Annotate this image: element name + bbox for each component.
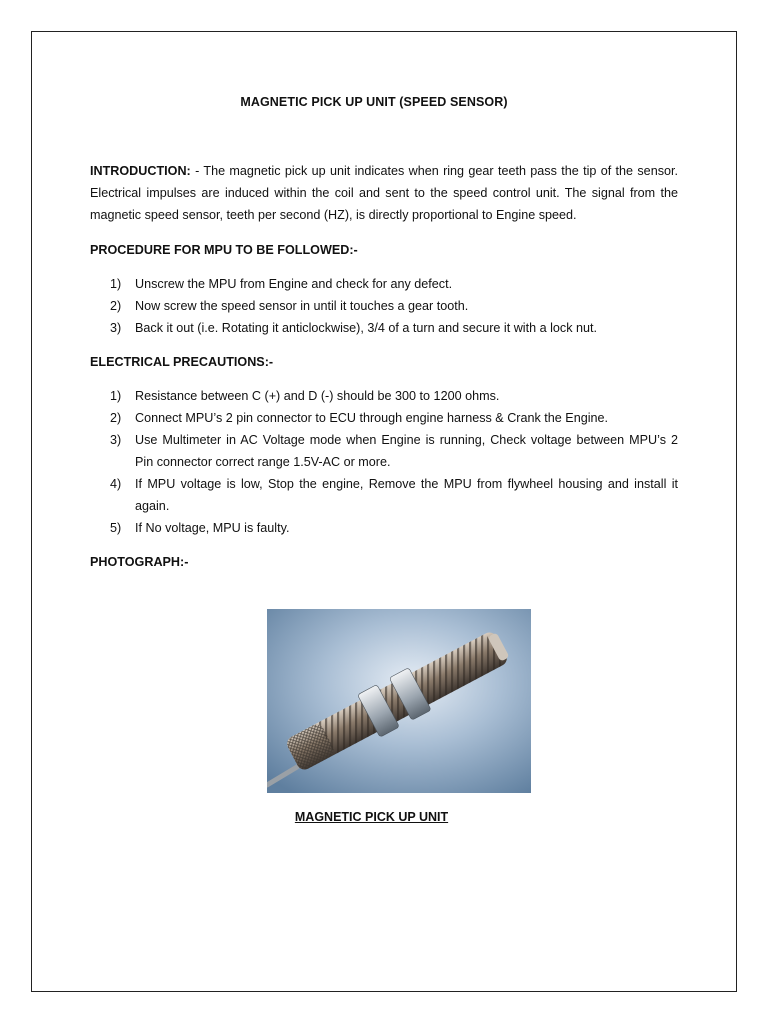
- introduction-label: INTRODUCTION:: [90, 164, 191, 178]
- list-number: 4): [110, 477, 122, 491]
- photograph-heading: PHOTOGRAPH:-: [90, 555, 189, 569]
- precaution-item-text: Use Multimeter in AC Voltage mode when Engine is running, Check voltage between MPU’s 2 Pin connector correct range 1.5V-AC or more.: [135, 433, 678, 469]
- list-number: 2): [110, 411, 122, 425]
- sensor-photograph: [267, 609, 531, 793]
- precautions-heading: ELECTRICAL PRECAUTIONS:-: [90, 355, 274, 369]
- precaution-item-text: If No voltage, MPU is faulty.: [135, 521, 290, 535]
- procedure-list: [90, 273, 678, 339]
- procedure-item-text: Back it out (i.e. Rotating it anticlockwise), 3/4 of a turn and secure it with a lock nut.: [135, 321, 597, 335]
- document-body: [90, 160, 678, 585]
- list-number: 3): [110, 321, 122, 335]
- introduction-text: - The magnetic pick up unit indicates when ring gear teeth pass the tip of the sensor. Electrical impulses are induced within the coil and sent to the speed control unit. The signal from the magnetic speed sensor, teeth per second (HZ), is directly proportional to Engine speed.: [90, 164, 678, 222]
- precaution-item: [90, 429, 678, 473]
- procedure-item: [90, 273, 678, 295]
- introduction-paragraph: [90, 160, 678, 226]
- list-number: 1): [110, 277, 122, 291]
- list-number: 1): [110, 389, 122, 403]
- photo-caption: MAGNETIC PICK UP UNIT: [294, 810, 449, 824]
- precaution-item-text: If MPU voltage is low, Stop the engine, Remove the MPU from flywheel housing and install it again.: [135, 477, 678, 513]
- magnetic-pickup-unit-image: [267, 609, 531, 793]
- procedure-item-text: Now screw the speed sensor in until it touches a gear tooth.: [135, 299, 469, 313]
- procedure-item: [90, 295, 678, 317]
- list-number: 2): [110, 299, 122, 313]
- procedure-item: [90, 317, 678, 339]
- procedure-item-text: Unscrew the MPU from Engine and check for any defect.: [135, 277, 453, 291]
- document-title: MAGNETIC PICK UP UNIT (SPEED SENSOR): [240, 95, 508, 109]
- precaution-item: [90, 473, 678, 517]
- precaution-item: [90, 517, 678, 539]
- precaution-item-text: Connect MPU’s 2 pin connector to ECU through engine harness & Crank the Engine.: [135, 411, 609, 425]
- precautions-list: [90, 385, 678, 539]
- precaution-item: [90, 385, 678, 407]
- precaution-item: [90, 407, 678, 429]
- precaution-item-text: Resistance between C (+) and D (-) should be 300 to 1200 ohms.: [135, 389, 500, 403]
- list-number: 3): [110, 433, 122, 447]
- list-number: 5): [110, 521, 122, 535]
- procedure-heading: PROCEDURE FOR MPU TO BE FOLLOWED:-: [90, 243, 358, 257]
